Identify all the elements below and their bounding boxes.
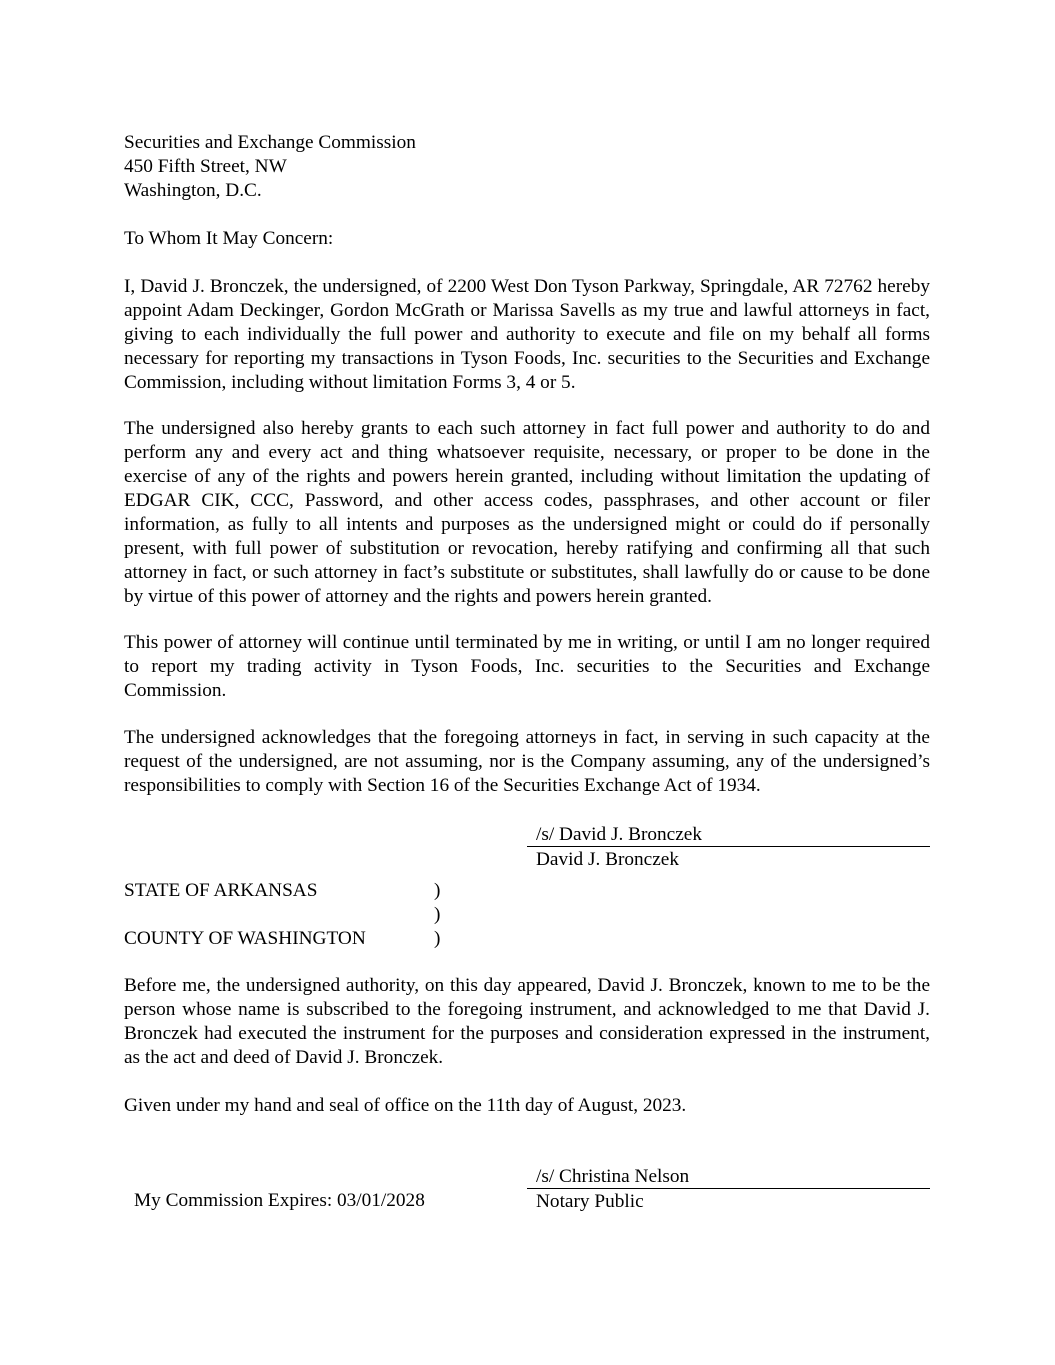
venue-county-row xyxy=(124,927,464,951)
commission-expiry: My Commission Expires: 03/01/2028 xyxy=(134,1190,425,1211)
notary-signature: /s/ Christina Nelson xyxy=(527,1165,930,1189)
jurat-paragraph: Before me, the undersigned authority, on this day appeared, David J. Bronczek, known to me to be the person whose name is subscribed to the foregoing instrument, and acknowledged to me that David J. Bronczek had executed the instrument for the purposes and consideration expressed in the instrument, as the act and deed of David J. Bronczek. xyxy=(124,975,930,1068)
venue-state: STATE OF ARKANSAS xyxy=(124,880,318,901)
principal-name: David J. Bronczek xyxy=(536,849,679,870)
principal-signature: /s/ David J. Bronczek xyxy=(527,823,930,847)
acknowledgment-paragraph: The undersigned acknowledges that the foregoing attorneys in fact, in serving in such capacity at the request of the undersigned, are not assuming, nor is the Company assuming, any of the undersigned’s responsibilities to comply with Section 16 of the Securities Exchange Act of 1934. xyxy=(124,727,930,796)
venue-paren: ) xyxy=(434,928,441,949)
venue-paren: ) xyxy=(434,880,441,901)
principal-signature-block xyxy=(527,823,930,872)
venue-county: COUNTY OF WASHINGTON xyxy=(124,928,366,949)
notary-signature-block xyxy=(527,1165,930,1214)
notary-title: Notary Public xyxy=(536,1191,644,1212)
salutation: To Whom It May Concern: xyxy=(124,228,334,249)
duration-paragraph: This power of attorney will continue until terminated by me in writing, or until I am no longer required to report my trading activity in Tyson Foods, Inc. securities to the Securities and Exchange Commission. xyxy=(124,632,930,701)
recipient-city: Washington, D.C. xyxy=(124,180,262,201)
venue-state-row xyxy=(124,879,464,903)
recipient-name: Securities and Exchange Commission xyxy=(124,132,416,153)
venue-middle-row xyxy=(124,903,464,927)
recipient-address xyxy=(124,131,930,203)
grant-paragraph: The undersigned also hereby grants to each such attorney in fact full power and authority to do and perform any and every act and thing whatsoever requisite, necessary, or proper to be done in the exercise of any of the rights and powers herein granted, including without limitation the updating of EDGAR CIK, CCC, Password, and other access codes, passphrases, and other account or filer information, as fully to all intents and purposes as the undersigned might or could do if personally present, with full power of substitution or revocation, hereby ratifying and confirming all that such attorney in fact, or such attorney in fact’s substitute or substitutes, shall lawfully do or cause to be done by virtue of this power of attorney and the rights and powers herein granted. xyxy=(124,418,930,607)
venue-paren: ) xyxy=(434,904,441,925)
recipient-street: 450 Fifth Street, NW xyxy=(124,156,287,177)
given-statement: Given under my hand and seal of office on the 11th day of August, 2023. xyxy=(124,1095,687,1116)
appointment-paragraph: I, David J. Bronczek, the undersigned, of 2200 West Don Tyson Parkway, Springdale, AR 72762 hereby appoint Adam Deckinger, Gordon McGrath or Marissa Savells as my true and lawful attorneys in fact, giving to each individually the full power and authority to execute and file on my behalf all forms necessary for reporting my transactions in Tyson Foods, Inc. securities to the Securities and Exchange Commission, including without limitation Forms 3, 4 or 5. xyxy=(124,276,930,393)
